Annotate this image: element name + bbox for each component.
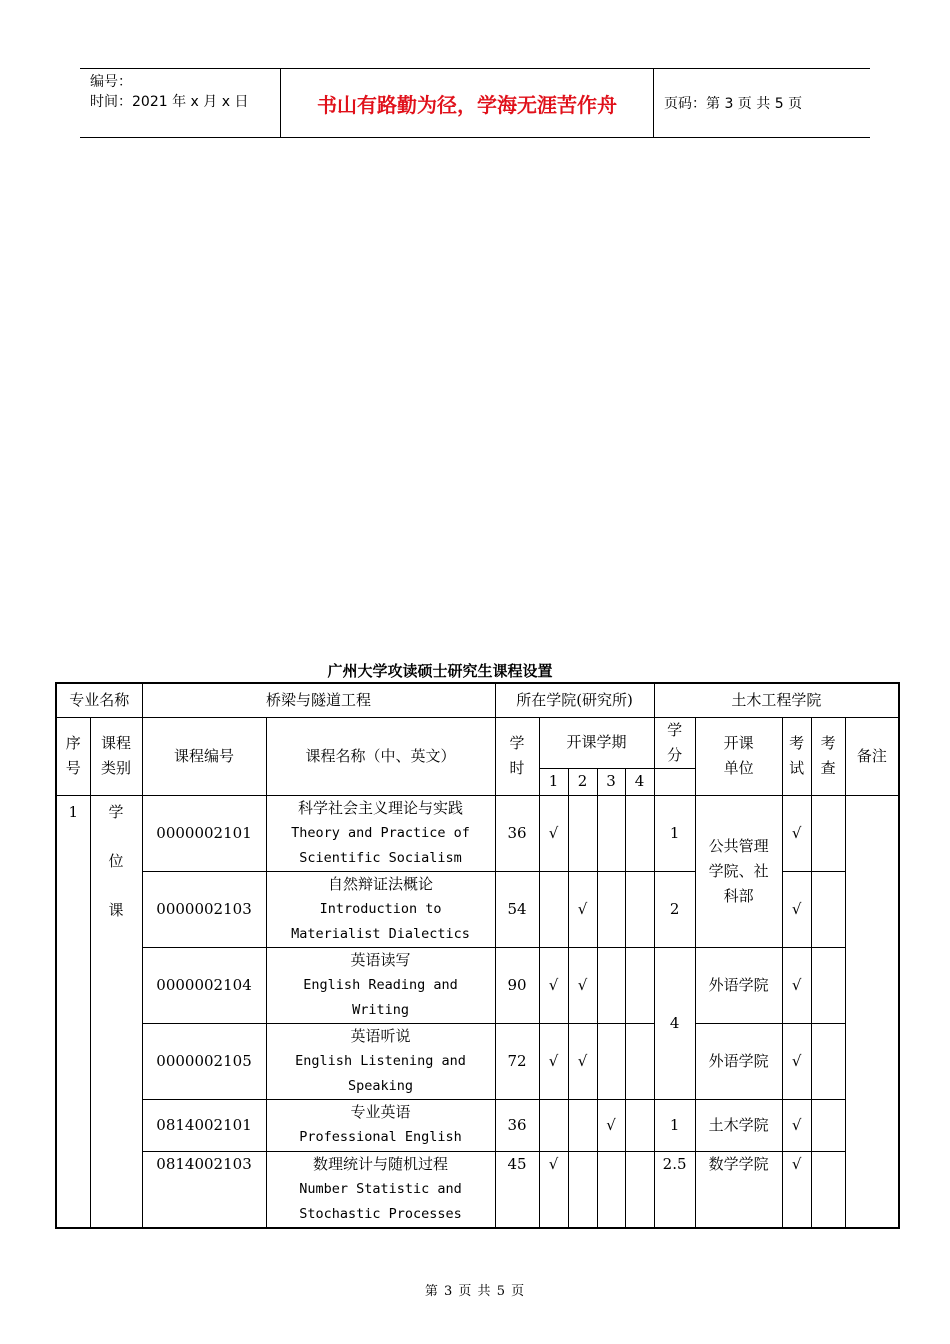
col-seq-header	[56, 717, 90, 795]
sem-1-mark	[539, 1099, 568, 1151]
col-check-header-text: 考查	[820, 734, 836, 777]
course-credits: 2	[654, 871, 695, 947]
time-label: 时间：2021 年 x 月 x 日	[90, 94, 249, 110]
header-motto: 书山有路勤为径，学海无涯苦作舟	[281, 69, 654, 137]
major-row	[56, 683, 899, 717]
table-row	[56, 1023, 899, 1099]
category-char: 学	[108, 802, 124, 821]
course-name-en-1: Theory and Practice of	[291, 824, 470, 841]
sem-2-mark: √	[568, 1023, 597, 1099]
course-name	[266, 947, 495, 1023]
table-row	[56, 795, 899, 871]
course-name-cn: 专业英语	[350, 1103, 411, 1121]
col-check-header	[811, 717, 845, 795]
course-unit: 土木学院	[695, 1099, 782, 1151]
col-credits-header-text: 学分	[667, 720, 683, 764]
col-seq-header-text: 序号	[65, 734, 81, 777]
exam-mark: √	[782, 947, 811, 1023]
sem-4-mark	[625, 1151, 654, 1228]
col-unit-header	[695, 717, 782, 795]
course-code: 0000002104	[142, 947, 266, 1023]
course-unit: 外语学院	[695, 1023, 782, 1099]
exam-mark: √	[782, 795, 811, 871]
major-value: 桥梁与隧道工程	[142, 683, 495, 717]
course-name-en-2: Writing	[352, 1001, 409, 1018]
course-name-cn: 自然辩证法概论	[328, 874, 434, 893]
course-name	[266, 1023, 495, 1099]
sem-3-mark	[597, 1151, 625, 1228]
remark-cell	[845, 795, 899, 1228]
check-mark-cell	[811, 947, 845, 1023]
course-unit: 数学学院	[695, 1151, 782, 1228]
col-hours-header	[495, 717, 539, 795]
sem-4-mark	[625, 795, 654, 871]
sem-3-mark	[597, 1023, 625, 1099]
table-row	[56, 947, 899, 1023]
course-unit-merged	[695, 795, 782, 947]
sem-1-mark: √	[539, 1151, 568, 1228]
table-row	[56, 1151, 899, 1228]
course-credits: 1	[654, 1099, 695, 1151]
unit-line: 公共管理	[708, 836, 769, 855]
course-hours: 36	[495, 795, 539, 871]
course-name-en-1: Professional English	[299, 1129, 462, 1145]
sem-1-mark: √	[539, 1023, 568, 1099]
course-code: 0000002103	[142, 871, 266, 947]
header-page-info: 页码：第 3 页 共 5 页	[664, 96, 803, 112]
course-name-en-2: Stochastic Processes	[299, 1205, 462, 1222]
check-mark-cell	[811, 1023, 845, 1099]
sem-2-mark: √	[568, 871, 597, 947]
sem-3-mark	[597, 871, 625, 947]
sem-2-mark	[568, 795, 597, 871]
exam-mark: √	[782, 871, 811, 947]
course-table	[55, 682, 900, 1229]
course-name-en-1: English Reading and	[303, 976, 458, 993]
course-hours: 90	[495, 947, 539, 1023]
course-credits: 1	[654, 795, 695, 871]
col-semester-header: 开课学期	[539, 717, 654, 768]
sem-4-mark	[625, 871, 654, 947]
col-unit-header-text: 开课单位	[723, 734, 754, 777]
course-name-en-1: Introduction to	[319, 900, 442, 917]
col-category-header-text: 课程类别	[100, 734, 131, 777]
course-name-en-1: English Listening and	[295, 1052, 466, 1069]
col-category-header	[90, 717, 142, 795]
major-label: 专业名称	[56, 683, 142, 717]
course-code: 0814002103	[142, 1151, 266, 1228]
course-code: 0814002101	[142, 1099, 266, 1151]
table-row	[56, 1099, 899, 1151]
header-row-1	[56, 717, 899, 768]
sem-1-mark: √	[539, 795, 568, 871]
credits-header-spacer	[654, 768, 695, 795]
table-title: 广州大学攻读硕士研究生课程设置	[327, 662, 553, 680]
course-code: 0000002105	[142, 1023, 266, 1099]
col-exam-header	[782, 717, 811, 795]
category-char: 课	[108, 900, 124, 919]
number-label: 编号：	[90, 74, 132, 90]
col-code-header: 课程编号	[142, 717, 266, 795]
course-name-cn: 数理统计与随机过程	[313, 1154, 449, 1173]
sem-1-mark: √	[539, 947, 568, 1023]
check-mark-cell	[811, 1151, 845, 1228]
check-mark-cell	[811, 795, 845, 871]
category-cell	[90, 795, 142, 1228]
course-hours: 45	[495, 1151, 539, 1228]
course-code: 0000002101	[142, 795, 266, 871]
course-hours: 72	[495, 1023, 539, 1099]
page-footer: 第 3 页 共 5 页	[424, 1284, 526, 1299]
seq-cell: 1	[56, 795, 90, 1228]
sem-2-header: 2	[568, 768, 597, 795]
sem-2-mark: √	[568, 947, 597, 1023]
sem-1-header: 1	[539, 768, 568, 795]
course-credits-merged: 4	[654, 947, 695, 1099]
course-name-cn: 科学社会主义理论与实践	[298, 798, 464, 817]
course-name	[266, 1099, 495, 1151]
course-name-cn: 英语听说	[350, 1026, 411, 1045]
col-remark-header: 备注	[845, 717, 899, 795]
col-name-header: 课程名称（中、英文）	[266, 717, 495, 795]
course-name-en-1: Number Statistic and	[299, 1180, 462, 1197]
sem-2-mark	[568, 1151, 597, 1228]
sem-4-mark	[625, 947, 654, 1023]
course-name-en-2: Materialist Dialectics	[291, 925, 470, 942]
course-name-en-2: Speaking	[348, 1077, 414, 1094]
check-mark-cell	[811, 871, 845, 947]
course-name	[266, 871, 495, 947]
course-credits: 2.5	[654, 1151, 695, 1228]
college-label: 所在学院(研究所)	[495, 683, 654, 717]
document-header	[80, 68, 870, 138]
col-exam-header-text: 考试	[789, 734, 805, 777]
header-meta	[80, 69, 281, 137]
exam-mark: √	[782, 1023, 811, 1099]
col-hours-header-text: 学时	[509, 734, 525, 777]
college-value: 土木工程学院	[654, 683, 899, 717]
course-name	[266, 1151, 495, 1228]
sem-3-header: 3	[597, 768, 625, 795]
sem-4-mark	[625, 1023, 654, 1099]
sem-2-mark	[568, 1099, 597, 1151]
sem-3-mark: √	[597, 1099, 625, 1151]
course-name-en-2: Scientific Socialism	[299, 849, 462, 866]
course-hours: 36	[495, 1099, 539, 1151]
sem-4-header: 4	[625, 768, 654, 795]
unit-line: 学院、社	[708, 861, 769, 880]
sem-3-mark	[597, 795, 625, 871]
course-unit: 外语学院	[695, 947, 782, 1023]
course-hours: 54	[495, 871, 539, 947]
col-credits-header	[654, 717, 695, 768]
sem-1-mark	[539, 871, 568, 947]
course-name	[266, 795, 495, 871]
exam-mark: √	[782, 1099, 811, 1151]
exam-mark: √	[782, 1151, 811, 1228]
sem-3-mark	[597, 947, 625, 1023]
sem-4-mark	[625, 1099, 654, 1151]
course-name-cn: 英语读写	[350, 950, 411, 969]
check-mark-cell	[811, 1099, 845, 1151]
category-char: 位	[108, 851, 124, 870]
unit-line: 科部	[723, 886, 754, 905]
